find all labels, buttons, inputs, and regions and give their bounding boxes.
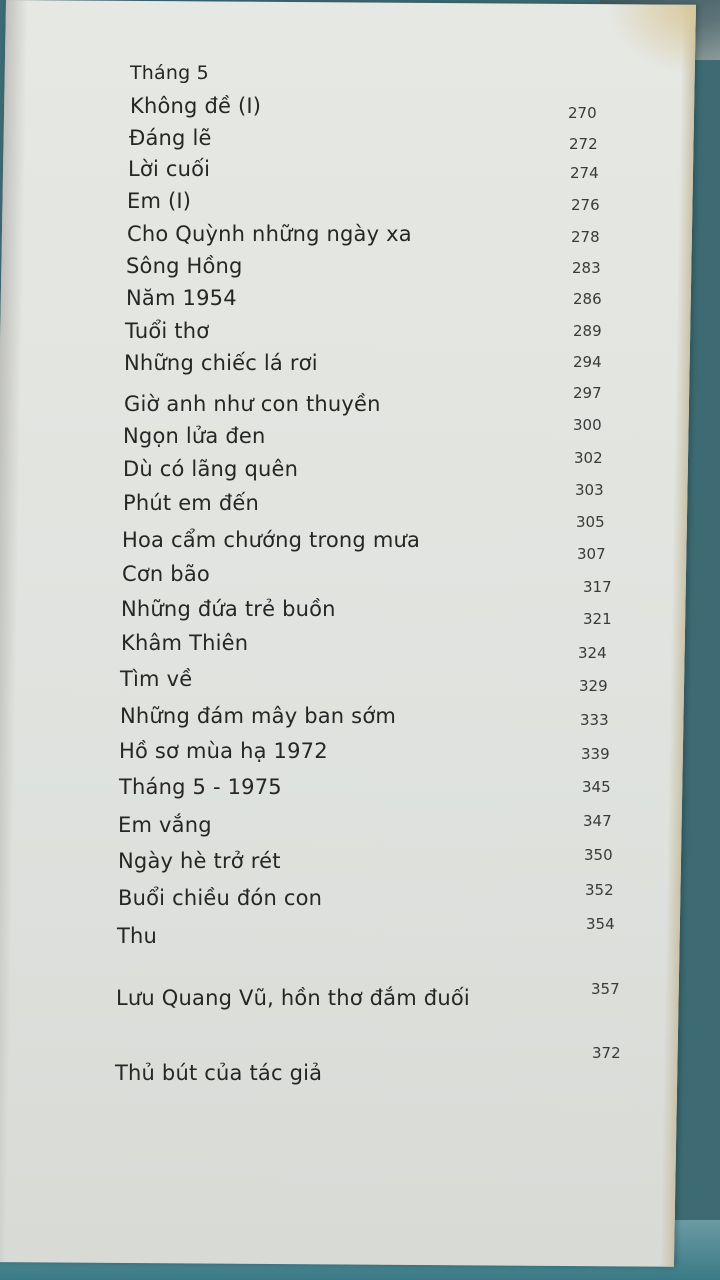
toc-entry-title: Cơn bão <box>122 562 210 586</box>
toc-entry-page: 329 <box>579 677 608 695</box>
toc-entry-page: 324 <box>578 644 607 662</box>
toc-entry-page: 294 <box>573 353 602 371</box>
section-heading: Tháng 5 <box>130 62 209 84</box>
toc-entry-page: 270 <box>568 104 597 122</box>
toc-entry-page: 352 <box>585 881 614 899</box>
toc-entry-title: Không đề (I) <box>130 94 262 118</box>
toc-entry-page: 354 <box>586 915 615 933</box>
toc-entry-title: Tuổi thơ <box>125 319 210 343</box>
toc-entry-page: 317 <box>583 578 612 596</box>
toc-entry-page: 350 <box>584 846 613 864</box>
toc-entry-title: Ngày hè trở rét <box>118 849 281 873</box>
toc-entry-title: Dù có lãng quên <box>123 457 299 481</box>
toc-entry-title: Giờ anh như con thuyền <box>124 392 381 416</box>
toc-entry-title: Sông Hồng <box>126 254 243 278</box>
toc-entry-title: Phút em đến <box>123 491 260 515</box>
toc-entry-page: 289 <box>573 322 602 340</box>
toc-entry-page: 283 <box>572 259 601 277</box>
toc-entry-title: Năm 1954 <box>126 286 237 310</box>
toc-entry-page: 297 <box>573 384 602 402</box>
toc-entry-page: 347 <box>583 812 612 830</box>
toc-entry-page: 345 <box>582 778 611 796</box>
toc-entry-page: 276 <box>571 196 600 214</box>
toc-entry-title: Hoa cẩm chướng trong mưa <box>122 528 421 552</box>
toc-entry-title: Tìm về <box>120 667 193 691</box>
appendix-page: 372 <box>592 1044 621 1062</box>
toc-entry-page: 303 <box>575 481 604 499</box>
toc-entry-title: Hồ sơ mùa hạ 1972 <box>119 739 328 763</box>
toc-entry-page: 307 <box>577 545 606 563</box>
toc-entry-title: Đáng lẽ <box>129 126 212 150</box>
toc-entry-page: 339 <box>581 745 610 763</box>
toc-entry-title: Em (I) <box>127 189 192 213</box>
toc-entry-title: Tháng 5 - 1975 <box>119 775 282 799</box>
toc-entry-page: 278 <box>571 228 600 246</box>
toc-entry-title: Những đứa trẻ buồn <box>121 597 336 621</box>
appendix-title: Lưu Quang Vũ, hồn thơ đắm đuối <box>116 986 470 1010</box>
toc-entry-title: Những đám mây ban sớm <box>120 704 397 728</box>
toc-entry-title: Em vắng <box>118 813 212 837</box>
toc-entry-page: 272 <box>569 135 598 153</box>
toc-entry-title: Thu <box>117 924 158 948</box>
toc-entry-title: Ngọn lửa đen <box>123 424 266 448</box>
toc-entry-page: 333 <box>580 711 609 729</box>
toc-entry-page: 286 <box>573 290 602 308</box>
toc-entry-title: Khâm Thiên <box>121 631 249 655</box>
toc-entry-page: 302 <box>574 449 603 467</box>
toc-entry-title: Những chiếc lá rơi <box>124 351 318 375</box>
toc-entry-title: Buổi chiều đón con <box>118 886 323 910</box>
appendix-title: Thủ bút của tác giả <box>115 1061 323 1085</box>
toc-entry-title: Cho Quỳnh những ngày xa <box>127 222 412 246</box>
toc-entry-page: 300 <box>573 416 602 434</box>
toc-entry-page: 305 <box>576 513 605 531</box>
toc-entry-page: 274 <box>570 164 599 182</box>
appendix-page: 357 <box>591 980 620 998</box>
toc-entry-page: 321 <box>583 610 612 628</box>
toc-entry-title: Lời cuối <box>128 157 211 181</box>
